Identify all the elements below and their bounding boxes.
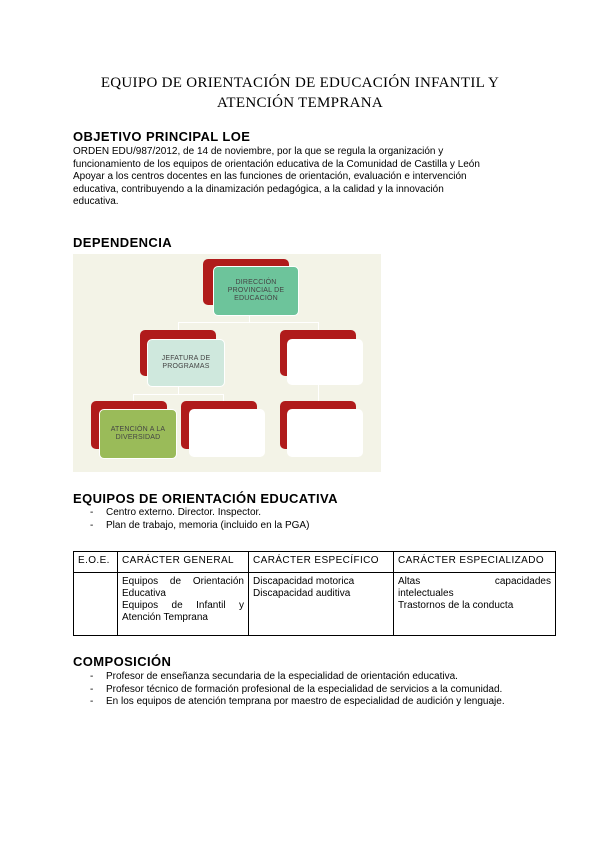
box-empty bbox=[189, 409, 265, 457]
objetivo-line: funcionamiento de los equipos de orientación educativa de la Comunidad de Castilla y León bbox=[73, 158, 480, 170]
cell-line: Altas capacidades bbox=[398, 576, 551, 587]
table-cell-especializado bbox=[394, 573, 556, 636]
box-direccion-provincial: DIRECCIÓN PROVINCIAL DE EDUCACIÓN bbox=[213, 266, 299, 316]
document-title bbox=[60, 73, 540, 113]
table-header-row bbox=[74, 552, 556, 573]
table-cell-general bbox=[118, 573, 249, 636]
cell-line: Discapacidad auditiva bbox=[253, 588, 351, 599]
list-item: - Profesor de enseñanza secundaria de la especialidad de orientación educativa. bbox=[90, 671, 526, 684]
composicion-heading: COMPOSICIÓN bbox=[73, 654, 172, 669]
table-header-cell: CARÁCTER ESPECÍFICO bbox=[249, 552, 394, 573]
title-line-2: ATENCIÓN TEMPRANA bbox=[216, 95, 384, 111]
eoe-table bbox=[73, 551, 556, 636]
table-cell-empty bbox=[74, 573, 118, 636]
box-atencion-diversidad: ATENCIÓN A LA DIVERSIDAD bbox=[99, 409, 177, 459]
objetivo-line: educativa, contribuyendo a la dinamización pedagógica, a la calidad y la innovación bbox=[73, 183, 444, 195]
dependency-org-chart bbox=[73, 254, 381, 472]
equipos-heading: EQUIPOS DE ORIENTACIÓN EDUCATIVA bbox=[73, 491, 338, 506]
cell-line: Equipos de Infantil y bbox=[122, 600, 244, 611]
list-item: - Plan de trabajo, memoria (incluido en la PGA) bbox=[90, 520, 526, 533]
title-line-1: EQUIPO DE ORIENTACIÓN DE EDUCACIÓN INFANTIL Y bbox=[100, 75, 500, 91]
connector bbox=[178, 322, 318, 323]
cell-line: Trastornos de la conducta bbox=[398, 600, 514, 611]
connector bbox=[133, 394, 223, 395]
cell-line: Equipos de Orientación bbox=[122, 576, 244, 587]
list-item: - Profesor técnico de formación profesional de la especialidad de servicios a la comunidad. bbox=[90, 684, 526, 697]
objetivo-line: ORDEN EDU/987/2012, de 14 de noviembre, por la que se regula la organización y bbox=[73, 146, 444, 157]
equipos-list bbox=[90, 507, 526, 532]
box-empty bbox=[287, 339, 363, 385]
box-empty bbox=[287, 409, 363, 457]
cell-line: Educativa bbox=[122, 588, 166, 599]
table-row bbox=[74, 573, 556, 636]
cell-line: Discapacidad motorica bbox=[253, 576, 355, 587]
composicion-list bbox=[90, 671, 526, 709]
cell-line: Atención Temprana bbox=[122, 612, 208, 623]
table-header-cell: CARÁCTER GENERAL bbox=[118, 552, 249, 573]
cell-line: intelectuales bbox=[398, 588, 454, 599]
table-header-cell: CARÁCTER ESPECIALIZADO bbox=[394, 552, 556, 573]
objetivo-heading: OBJETIVO PRINCIPAL LOE bbox=[73, 129, 251, 144]
list-item: - En los equipos de atención temprana por maestro de especialidad de audición y lenguaje. bbox=[90, 696, 526, 709]
objetivo-line: educativa. bbox=[73, 196, 119, 208]
objetivo-line: Apoyar a los centros docentes en las funciones de orientación, evaluación e intervención bbox=[73, 171, 467, 183]
list-item: - Centro externo. Director. Inspector. bbox=[90, 507, 526, 520]
box-jefatura-programas: JEFATURA DE PROGRAMAS bbox=[147, 339, 225, 387]
table-header-cell: E.O.E. bbox=[74, 552, 118, 573]
dependencia-heading: DEPENDENCIA bbox=[73, 235, 173, 250]
objetivo-paragraph bbox=[73, 146, 527, 209]
table-cell-especifico bbox=[249, 573, 394, 636]
